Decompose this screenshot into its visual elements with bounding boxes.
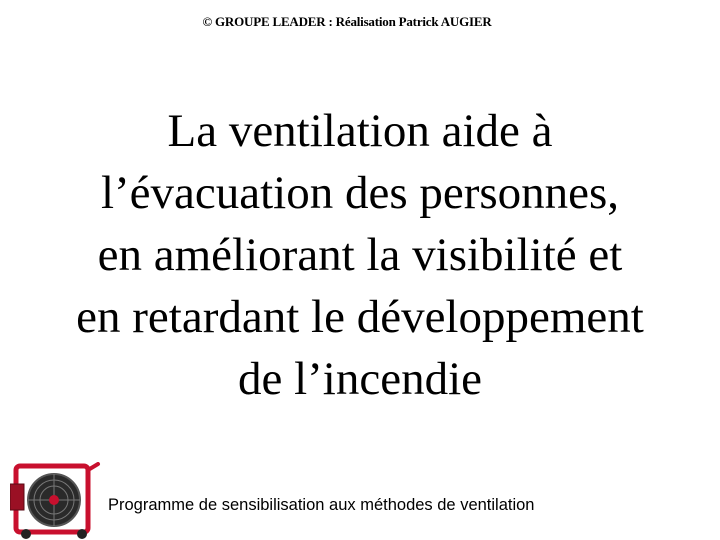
body-line-5: de l’incendie: [237, 353, 483, 405]
body-line-3: en améliorant la visibilité et: [97, 229, 623, 281]
ventilation-fan-icon: [10, 462, 102, 540]
body-line-4: en retardant le développement: [76, 291, 644, 343]
body-line-1: La ventilation aide à: [167, 105, 553, 157]
copyright-notice: © GROUPE LEADER : Réalisation Patrick AUGIER: [202, 14, 492, 29]
body-line-2: l’évacuation des personnes,: [100, 167, 620, 219]
slide-body: [0, 100, 720, 410]
footer-caption: Programme de sensibilisation aux méthodes de ventilation: [108, 496, 535, 514]
